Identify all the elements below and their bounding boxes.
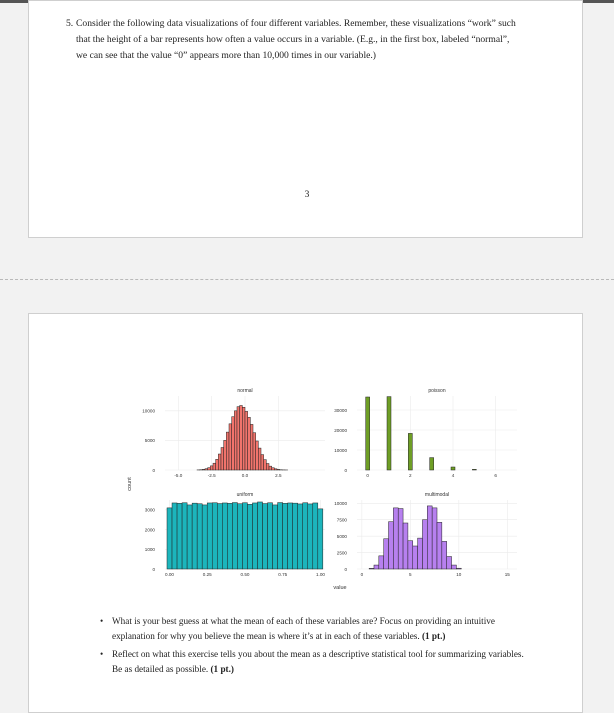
histogram-bar <box>269 466 272 470</box>
x-tick-label: -5.0 <box>174 473 182 478</box>
y-tick-label: 3000 <box>145 508 156 513</box>
histogram-bar <box>272 468 275 470</box>
histogram-bar <box>250 424 253 470</box>
histogram-bar <box>437 522 442 569</box>
y-tick-label: 20000 <box>334 428 347 433</box>
y-tick-label: 0 <box>152 468 155 473</box>
histogram-bar <box>389 522 394 569</box>
x-tick-label: 6 <box>494 473 497 478</box>
histogram-bar <box>447 557 452 569</box>
bullet-points-1: (1 pt.) <box>422 631 445 641</box>
y-tick-label: 2500 <box>337 550 348 555</box>
histogram-bar <box>217 504 222 569</box>
histogram-bar <box>213 463 216 470</box>
x-tick-label: 0.0 <box>242 473 249 478</box>
x-tick-label: 2.5 <box>275 473 282 478</box>
y-tick-label: 0 <box>344 567 347 572</box>
histogram-bar <box>408 541 413 569</box>
bullet-dot: • <box>100 647 103 662</box>
x-tick-label: 1.00 <box>316 572 325 577</box>
histogram-bar <box>318 509 323 569</box>
histogram-bar <box>227 503 232 569</box>
histogram-bar <box>248 417 251 470</box>
histogram-bar <box>452 565 457 569</box>
histogram-bar <box>442 541 447 569</box>
histogram-bar <box>427 506 432 569</box>
histogram-bar <box>278 503 283 569</box>
histogram-bar <box>202 505 207 569</box>
histogram-bar <box>252 503 257 569</box>
histogram-bar <box>208 468 211 470</box>
bullet-points-2: (1 pt.) <box>211 664 234 674</box>
y-tick-label: 30000 <box>334 408 347 413</box>
page-number: 3 <box>0 190 614 200</box>
histogram-bar <box>226 432 229 470</box>
histogram-bar <box>242 503 247 569</box>
histogram-bar <box>258 448 261 470</box>
histogram-bar <box>451 467 455 470</box>
histogram-bar <box>212 503 217 569</box>
histogram-bar <box>384 539 389 569</box>
histogram-bar <box>313 503 318 569</box>
histogram-bar <box>221 448 224 470</box>
x-tick-label: -2.5 <box>208 473 216 478</box>
histogram-bar <box>366 397 370 470</box>
histogram-bar <box>374 565 379 569</box>
y-tick-label: 7500 <box>337 518 348 523</box>
histogram-bar <box>210 466 213 470</box>
histogram-bar <box>418 538 423 569</box>
question-number: 5. <box>66 16 73 32</box>
x-tick-label: 4 <box>452 473 455 478</box>
y-tick-label: 5000 <box>337 534 348 539</box>
histogram-bar <box>393 508 398 569</box>
histogram-bar <box>456 568 461 569</box>
histogram-bar <box>408 433 412 470</box>
histogram-bar <box>205 469 208 470</box>
histogram-bar <box>237 504 242 569</box>
histogram-bar <box>432 508 437 569</box>
histogram-bar <box>202 469 205 470</box>
y-tick-label: 10000 <box>142 409 155 414</box>
y-tick-label: 2000 <box>145 527 156 532</box>
bullet-item-1 <box>112 614 532 644</box>
x-tick-label: 0 <box>361 572 364 577</box>
histogram-bar <box>273 505 278 569</box>
histogram-bar <box>277 469 280 470</box>
histogram-bar <box>167 508 172 569</box>
panel-title-poisson: poisson <box>428 388 445 394</box>
histogram-bar <box>472 469 476 470</box>
histogram-bar <box>274 469 277 470</box>
histogram-bar <box>387 397 391 470</box>
histogram-bar <box>232 417 235 470</box>
histogram-bar <box>379 556 384 569</box>
y-axis-label: count <box>127 477 133 491</box>
y-tick-label: 0 <box>152 567 155 572</box>
histogram-bar <box>182 503 187 569</box>
x-tick-label: 0 <box>366 473 369 478</box>
y-tick-label: 5000 <box>145 438 156 443</box>
y-tick-label: 0 <box>344 468 347 473</box>
histogram-bar <box>187 505 192 569</box>
x-tick-label: 15 <box>505 572 511 577</box>
histogram-bar <box>256 441 259 470</box>
histogram-bar <box>224 440 227 470</box>
panel-title-normal: normal <box>237 388 252 394</box>
histogram-bar <box>303 503 308 569</box>
histogram-bar <box>257 502 262 569</box>
bullet-text-2: Reflect on what this exercise tells you about the mean as a descriptive statistical tool for summarizing variables. Be as detailed as possible. <box>112 649 524 674</box>
panel-title-uniform: uniform <box>237 492 254 498</box>
histogram-bar <box>242 407 245 470</box>
y-tick-label: 10000 <box>334 448 347 453</box>
histogram-bar <box>240 405 243 470</box>
histogram-bar <box>403 523 408 569</box>
x-tick-label: 0.00 <box>165 572 174 577</box>
histogram-bar <box>253 433 256 470</box>
x-tick-label: 0.50 <box>241 572 250 577</box>
histogram-bar <box>261 455 264 470</box>
histogram-bar <box>266 463 269 470</box>
histogram-bar <box>216 459 219 470</box>
bullet-dot: • <box>100 614 103 629</box>
histogram-bar <box>207 503 212 569</box>
x-tick-label: 10 <box>456 572 462 577</box>
x-tick-label: 2 <box>409 473 412 478</box>
panel-title-multimodal: multimodal <box>425 492 449 498</box>
histogram-bar <box>268 503 273 569</box>
histogram-bar <box>232 503 237 569</box>
histogram-bar <box>398 509 403 569</box>
bullet-item-2 <box>112 647 532 677</box>
bullet-text-1: What is your best guess at what the mean of each of these variables are? Focus on providing an intuitive explanation for why you believe the mean is where it’s at in each of these variables. <box>112 616 495 641</box>
histogram-bar <box>222 503 227 569</box>
histogram-bar <box>229 424 232 470</box>
histogram-bar <box>247 504 252 569</box>
histogram-bar <box>245 411 248 470</box>
histogram-bar <box>308 504 313 569</box>
histogram-bar <box>172 503 177 569</box>
histogram-bar <box>298 504 303 569</box>
histogram-bar <box>218 454 221 470</box>
histogram-bar <box>413 546 418 569</box>
histogram-bar <box>197 504 202 569</box>
y-tick-label: 10000 <box>334 501 347 506</box>
histogram-bar <box>234 411 237 470</box>
x-tick-label: 5 <box>409 572 412 577</box>
histogram-bar <box>192 503 197 569</box>
x-axis-label: value <box>333 585 346 591</box>
y-tick-label: 1000 <box>145 547 156 552</box>
question-bullet-list <box>112 614 532 680</box>
histogram-bar <box>177 503 182 569</box>
histogram-bar <box>369 568 374 569</box>
histogram-bar <box>237 407 240 470</box>
x-tick-label: 0.75 <box>278 572 287 577</box>
histogram-bar <box>293 503 298 569</box>
question-text: Consider the following data visualizations of four different variables. Remember, these visualizations “work” such that the height of a bar represents how often a value occurs in a variable. (E.g., in the first box, labeled “normal”, we can see that the value “0” appears more than 10,000 times in our variable.) <box>76 18 516 61</box>
histogram-bar <box>264 460 267 470</box>
x-tick-label: 0.25 <box>203 572 212 577</box>
histogram-bar <box>430 458 434 470</box>
histogram-bar <box>263 504 268 569</box>
histogram-bar <box>422 520 427 569</box>
histogram-bar <box>283 503 288 569</box>
histogram-bar <box>288 503 293 569</box>
